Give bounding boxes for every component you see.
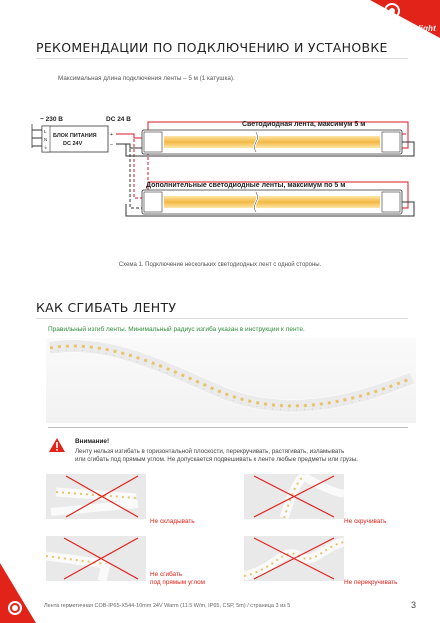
dc-voltage-label: DC 24 В — [106, 116, 131, 123]
label-no-right-angle — [150, 571, 205, 587]
power-supply-box — [42, 126, 108, 152]
psu-label-line2: DC 24V — [63, 141, 83, 147]
wiring-diagram — [30, 108, 420, 258]
psu-pin-l: L — [44, 129, 47, 134]
max-length-note: Максимальная длина подключения ленты – 5 м (1 катушка). — [58, 75, 235, 82]
psu-pin-ground: ⏚ — [43, 146, 48, 151]
strip2-label: Дополнительные светодиодные ленты, максимум по 5 м — [146, 182, 346, 189]
correct-bend-photo — [46, 338, 416, 423]
header-logo — [0, 0, 440, 40]
logo-text: arlight — [410, 24, 436, 33]
photo-no-right-angle — [46, 536, 146, 581]
psu-minus: – — [110, 142, 113, 148]
warning-line-2: или сгибать под прямым углом. Не допускается подвешивать к ленте любые предметы или грузы. — [75, 456, 358, 463]
photo-no-folding — [46, 474, 146, 519]
divider — [48, 427, 408, 428]
label-no-right-angle-line1: Не сгибать — [150, 571, 183, 578]
section-title-bending: КАК СГИБАТЬ ЛЕНТУ — [36, 300, 177, 315]
logo-icon — [384, 3, 400, 19]
divider — [36, 318, 408, 319]
label-no-overtwisting: Не перекручивать — [344, 579, 398, 586]
warning-icon — [48, 437, 66, 453]
label-no-twisting: Не скручивать — [344, 518, 387, 525]
photo-no-twisting — [244, 474, 344, 519]
psu-pin-n: N — [44, 137, 48, 142]
footer-logo-icon — [8, 601, 22, 615]
label-no-right-angle-line2: под прямым углом — [150, 579, 206, 586]
photo-no-overtwisting — [244, 536, 344, 581]
footer-text: Лента герметичная COB-IP65-X544-10mm 24V Warm (11.5 W/m, IP65, CSP, 5m) / страница 3 из 5 — [44, 603, 291, 609]
diagram-caption: Схема 1. Подключение нескольких светодиодных лент с одной стороны. — [118, 262, 322, 268]
warning-text — [75, 448, 420, 464]
strip1-label: Светодиодная лента, максимум 5 м — [242, 121, 366, 128]
input-voltage-label: ~ 230 В — [40, 116, 63, 123]
section-title-connection: РЕКОМЕНДАЦИИ ПО ПОДКЛЮЧЕНИЮ И УСТАНОВКЕ — [36, 40, 388, 55]
page-number: 3 — [410, 600, 416, 610]
label-no-folding: Не складывать — [150, 518, 195, 525]
warning-line-1: Ленту нельзя изгибать в горизонтальной плоскости, перекручивать, растягивать, изламывать — [75, 448, 345, 455]
divider — [36, 58, 408, 59]
correct-bend-note: Правильный изгиб ленты. Минимальный радиус изгиба указан в инструкции к ленте. — [48, 326, 305, 333]
psu-plus: + — [110, 132, 113, 138]
psu-label-line1: БЛОК ПИТАНИЯ — [53, 133, 97, 139]
warning-title: Внимание! — [75, 438, 110, 445]
